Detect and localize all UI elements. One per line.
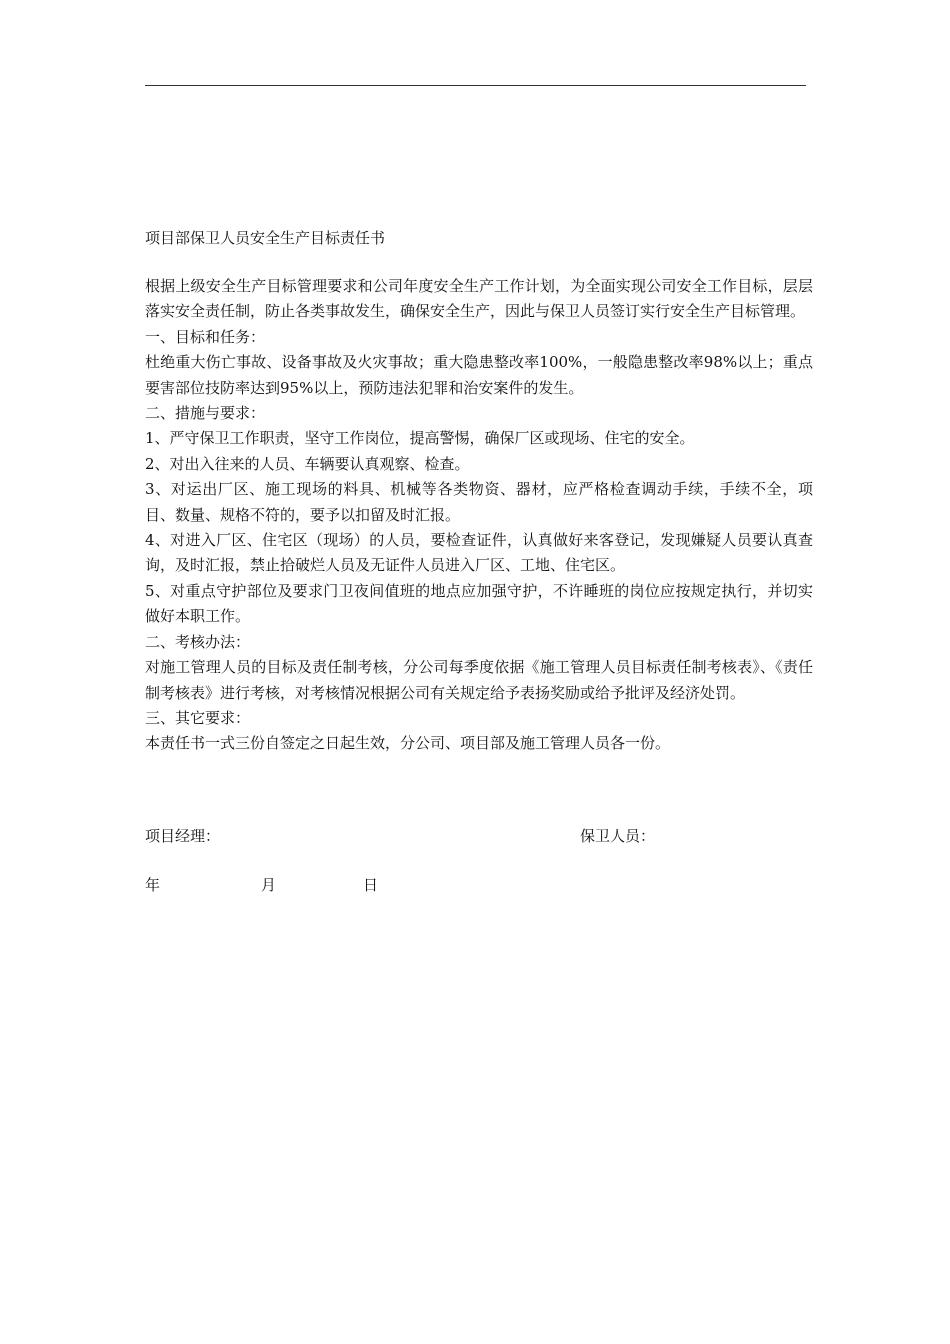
project-manager-label: 项目经理：: [145, 827, 221, 845]
measure-item-3: 3、对运出厂区、施工现场的料具、机械等各类物资、器材，应严格检查调动手续，手续不全，项目、数量、规格不符的，要予以扣留及时汇报。: [145, 480, 813, 524]
intro-paragraph: 根据上级安全生产目标管理要求和公司年度安全生产工作计划，为全面实现公司安全工作目标，层层落实安全责任制，防止各类事故发生，确保安全生产，因此与保卫人员签订实行安全生产目标管理。: [145, 277, 813, 321]
goals-paragraph: 杜绝重大伤亡事故、设备事故及火灾事故；重大隐患整改率100%，一般隐患整改率98%以上；重点要害部位技防率达到95%以上，预防违法犯罪和治安案件的发生。: [145, 353, 813, 397]
header-rule: [145, 85, 806, 86]
date-day-label: 日: [363, 876, 379, 894]
document-title: 项目部保卫人员安全生产目标责任书: [145, 229, 386, 247]
section-heading-goals: 一、目标和任务：: [145, 327, 266, 346]
security-staff-label: 保卫人员：: [580, 827, 656, 845]
date-month-label: 月: [261, 876, 277, 894]
date-row: [145, 873, 545, 897]
assessment-paragraph: 对施工管理人员的目标及责任制考核，分公司每季度依据《施工管理人员目标责任制考核表》、《责任制考核表》进行考核，对考核情况根据公司有关规定给予表扬奖励或给予批评及经济处罚。: [145, 658, 813, 702]
section-heading-measures: 二、措施与要求：: [145, 404, 266, 423]
measure-item-5: 5、对重点守护部位及要求门卫夜间值班的地点应加强守护，不许睡班的岗位应按规定执行，并切实做好本职工作。: [145, 581, 813, 626]
signature-row: [145, 824, 806, 848]
section-heading-assessment: 二、考核办法：: [145, 632, 251, 651]
section-heading-other: 三、其它要求：: [145, 708, 251, 727]
other-paragraph: 本责任书一式三份自签定之日起生效，分公司、项目部及施工管理人员各一份。: [145, 734, 671, 753]
date-year-label: 年: [145, 876, 161, 894]
measure-item-2: 2、对出入往来的人员、车辆要认真观察、检查。: [145, 454, 470, 473]
document-body: [145, 274, 813, 757]
measure-item-4: 4、对进入厂区、住宅区（现场）的人员，要检查证件，认真做好来客登记，发现嫌疑人员要认真查询，及时汇报，禁止拾破烂人员及无证件人员进入厂区、工地、住宅区。: [145, 531, 813, 575]
measure-item-1: 1、严守保卫工作职责，坚守工作岗位，提高警惕，确保厂区或现场、住宅的安全。: [145, 429, 695, 448]
